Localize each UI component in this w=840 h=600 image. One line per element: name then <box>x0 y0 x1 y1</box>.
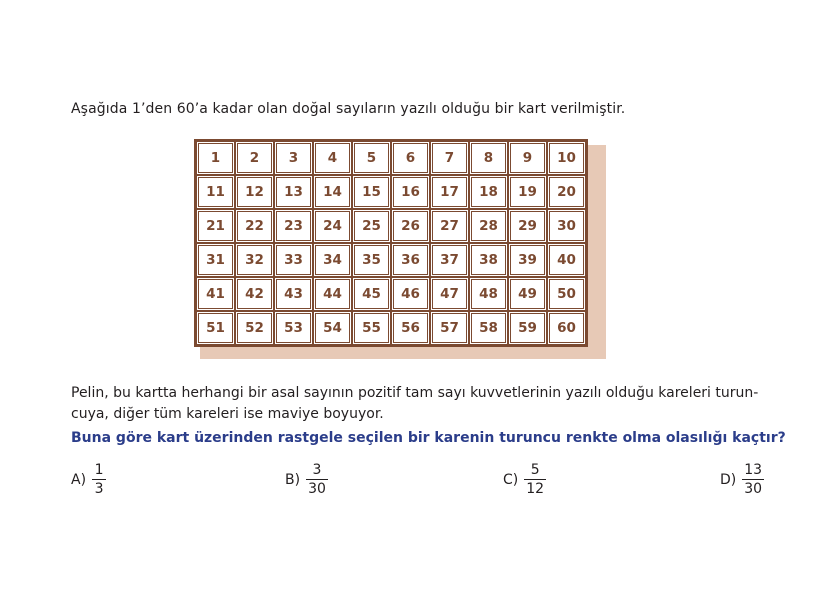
grid-cell: 37 <box>430 243 469 277</box>
grid-cell: 27 <box>430 209 469 243</box>
option-b-denominator: 30 <box>308 481 326 497</box>
grid-cell: 39 <box>508 243 547 277</box>
grid-cell: 24 <box>313 209 352 243</box>
grid-cell: 25 <box>352 209 391 243</box>
grid-cell: 34 <box>313 243 352 277</box>
grid-cell: 7 <box>430 141 469 175</box>
grid-row <box>196 243 586 277</box>
option-d-numerator: 13 <box>744 462 763 478</box>
grid-cell: 5 <box>352 141 391 175</box>
option-a-denominator: 3 <box>94 481 104 497</box>
grid-cell: 45 <box>352 277 391 311</box>
grid-row <box>196 141 586 175</box>
grid-cell: 6 <box>391 141 430 175</box>
fraction-bar <box>524 479 546 480</box>
option-a-numerator: 1 <box>94 462 104 478</box>
grid-cell: 20 <box>547 175 586 209</box>
option-b[interactable] <box>285 462 328 497</box>
grid-row <box>196 209 586 243</box>
fraction-bar <box>742 479 764 480</box>
grid-cell: 49 <box>508 277 547 311</box>
grid-cell: 11 <box>196 175 235 209</box>
grid-cell: 57 <box>430 311 469 345</box>
grid-cell: 1 <box>196 141 235 175</box>
grid-cell: 50 <box>547 277 586 311</box>
grid-cell: 22 <box>235 209 274 243</box>
grid-cell: 43 <box>274 277 313 311</box>
grid-row <box>196 277 586 311</box>
grid-cell: 18 <box>469 175 508 209</box>
grid-cell: 30 <box>547 209 586 243</box>
option-b-label: B) <box>285 471 301 488</box>
question-text: Buna göre kart üzerinden rastgele seçilen bir karenin turuncu renkte olma olasılığı kaçtır? <box>71 430 786 446</box>
grid-cell: 47 <box>430 277 469 311</box>
paragraph-line-1: Pelin, bu kartta herhangi bir asal sayının pozitif tam sayı kuvvetlerinin yazılı olduğu kareleri turun- <box>71 385 759 401</box>
grid-cell: 35 <box>352 243 391 277</box>
paragraph-line-2: cuya, diğer tüm kareleri ise maviye boyuyor. <box>71 406 384 422</box>
grid-cell: 28 <box>469 209 508 243</box>
grid-cell: 60 <box>547 311 586 345</box>
grid-cell: 53 <box>274 311 313 345</box>
number-grid <box>194 139 588 347</box>
grid-cell: 44 <box>313 277 352 311</box>
grid-cell: 51 <box>196 311 235 345</box>
grid-cell: 13 <box>274 175 313 209</box>
grid-cell: 10 <box>547 141 586 175</box>
grid-cell: 16 <box>391 175 430 209</box>
grid-row <box>196 175 586 209</box>
grid-cell: 9 <box>508 141 547 175</box>
grid-cell: 58 <box>469 311 508 345</box>
option-b-fraction <box>306 462 328 497</box>
intro-text: Aşağıda 1’den 60’a kadar olan doğal sayıların yazılı olduğu bir kart verilmiştir. <box>71 101 626 117</box>
fraction-bar <box>92 479 106 480</box>
grid-cell: 4 <box>313 141 352 175</box>
grid-cell: 40 <box>547 243 586 277</box>
grid-cell: 41 <box>196 277 235 311</box>
option-d[interactable] <box>720 462 764 497</box>
grid-cell: 8 <box>469 141 508 175</box>
option-c-numerator: 5 <box>530 462 540 478</box>
grid-cell: 36 <box>391 243 430 277</box>
grid-cell: 15 <box>352 175 391 209</box>
number-card <box>194 139 600 353</box>
option-a[interactable] <box>71 462 106 497</box>
grid-cell: 12 <box>235 175 274 209</box>
option-d-fraction <box>742 462 764 497</box>
grid-cell: 42 <box>235 277 274 311</box>
grid-cell: 19 <box>508 175 547 209</box>
option-c-label: C) <box>503 471 519 488</box>
option-c[interactable] <box>503 462 546 497</box>
grid-cell: 3 <box>274 141 313 175</box>
grid-cell: 54 <box>313 311 352 345</box>
fraction-bar <box>306 479 328 480</box>
grid-cell: 55 <box>352 311 391 345</box>
grid-cell: 38 <box>469 243 508 277</box>
grid-cell: 14 <box>313 175 352 209</box>
grid-cell: 46 <box>391 277 430 311</box>
option-d-label: D) <box>720 471 737 488</box>
grid-cell: 48 <box>469 277 508 311</box>
option-d-denominator: 30 <box>744 481 763 497</box>
option-a-label: A) <box>71 471 87 488</box>
grid-cell: 33 <box>274 243 313 277</box>
grid-cell: 2 <box>235 141 274 175</box>
grid-cell: 31 <box>196 243 235 277</box>
option-a-fraction <box>92 462 106 497</box>
grid-cell: 52 <box>235 311 274 345</box>
grid-cell: 59 <box>508 311 547 345</box>
option-c-denominator: 12 <box>526 481 545 497</box>
option-c-fraction <box>524 462 546 497</box>
option-b-numerator: 3 <box>312 462 322 478</box>
grid-row <box>196 311 586 345</box>
grid-cell: 23 <box>274 209 313 243</box>
grid-cell: 32 <box>235 243 274 277</box>
grid-cell: 29 <box>508 209 547 243</box>
grid-cell: 17 <box>430 175 469 209</box>
grid-cell: 26 <box>391 209 430 243</box>
grid-cell: 56 <box>391 311 430 345</box>
grid-cell: 21 <box>196 209 235 243</box>
